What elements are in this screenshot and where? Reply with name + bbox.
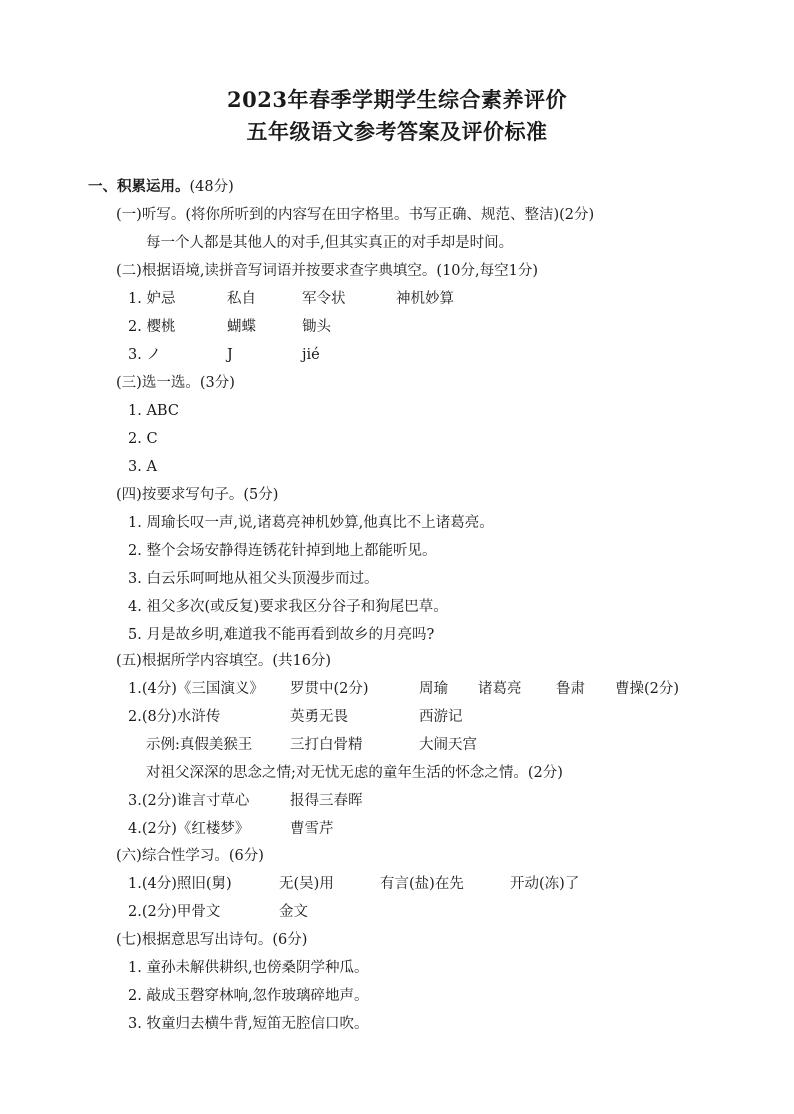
part6-answer: 2.(2分)甲骨文 [128,904,221,920]
part4-heading: (四)按要求写句子。(5分) [116,487,279,503]
part5-answer: 曹操(2分) [615,681,680,697]
part2-answer: 蝴蝶 [227,319,256,335]
part5-answer: 三打白骨精 [290,737,363,753]
part5-answer: 3.(2分)谁言寸草心 [128,793,250,809]
part4-answer: 2. 整个会场安静得连锈花针掉到地上都能听见。 [128,543,437,559]
part5-answer: 周瑜 [419,681,448,697]
part7-answer: 1. 童孙未解供耕织,也傍桑阴学种瓜。 [128,960,369,976]
part6-answer: 开动(冻)了 [510,876,580,892]
part6-answer: 金文 [279,904,308,920]
part2-answer: 2. 樱桃 [128,319,176,335]
part4-answer: 3. 白云乐呵呵地从祖父头顶漫步而过。 [128,571,379,587]
page-title: 2023年春季学期学生综合素养评价 [227,87,567,112]
part4-answer: 4. 祖父多次(或反复)要求我区分谷子和狗尾巴草。 [128,599,448,615]
part3-answer: 1. ABC [128,403,179,419]
part3-heading: (三)选一选。(3分) [116,375,235,391]
part7-answer: 3. 牧童归去横牛背,短笛无腔信口吹。 [128,1016,369,1032]
section-heading-label: 一、积累运用。 [88,179,190,195]
part4-answer: 1. 周瑜长叹一声,说,诸葛亮神机妙算,他真比不上诸葛亮。 [128,515,494,531]
part5-answer: 曹雪芹 [290,821,334,837]
part6-answer: 1.(4分)照旧(舅) [128,876,232,892]
section-heading-score: (48分) [189,179,234,195]
part5-answer: 对祖父深深的思念之情;对无忧无虑的童年生活的怀念之情。(2分) [146,765,563,781]
page-subtitle: 五年级语文参考答案及评价标准 [246,119,548,144]
part5-answer: 示例:真假美猴王 [146,737,253,753]
part3-answer: 3. A [128,459,157,475]
part2-answer: jié [302,347,320,363]
part5-answer: 报得三春晖 [290,793,363,809]
part2-answer: J [227,347,233,363]
part4-answer: 5. 月是故乡明,难道我不能再看到故乡的月亮吗? [128,627,435,643]
part5-answer: 诸葛亮 [478,681,522,697]
part5-answer: 鲁肃 [556,681,585,697]
part3-answer: 2. C [128,431,158,447]
part7-answer: 2. 敲成玉磬穿林响,忽作玻璃碎地声。 [128,988,369,1004]
part1-answer: 每一个人都是其他人的对手,但其实真正的对手却是时间。 [146,235,514,251]
part2-answer: 军令状 [302,291,346,307]
part6-heading: (六)综合性学习。(6分) [116,848,264,864]
part5-answer: 罗贯中(2分) [290,681,369,697]
part5-answer: 1.(4分)《三国演义》 [128,681,264,697]
part5-answer: 2.(8分)水浒传 [128,709,221,725]
part2-answer: 3. ノ [128,347,161,363]
section-heading [88,177,234,197]
part5-answer: 4.(2分)《红楼梦》 [128,821,250,837]
part5-heading: (五)根据所学内容填空。(共16分) [116,653,332,669]
part5-answer: 西游记 [419,709,463,725]
part2-heading: (二)根据语境,读拼音写词语并按要求查字典填空。(10分,每空1分) [116,263,539,279]
part6-answer: 无(吴)用 [279,876,334,892]
part1-heading: (一)听写。(将你所听到的内容写在田字格里。书写正确、规范、整洁)(2分) [116,207,595,223]
part2-answer: 1. 妒忌 [128,291,176,307]
part5-answer: 英勇无畏 [290,709,348,725]
part2-answer: 锄头 [302,319,331,335]
part2-answer: 神机妙算 [396,291,454,307]
part7-heading: (七)根据意思写出诗句。(6分) [116,932,308,948]
part6-answer: 有言(盐)在先 [380,876,464,892]
part2-answer: 私自 [227,291,256,307]
part5-answer: 大闹天宫 [419,737,477,753]
